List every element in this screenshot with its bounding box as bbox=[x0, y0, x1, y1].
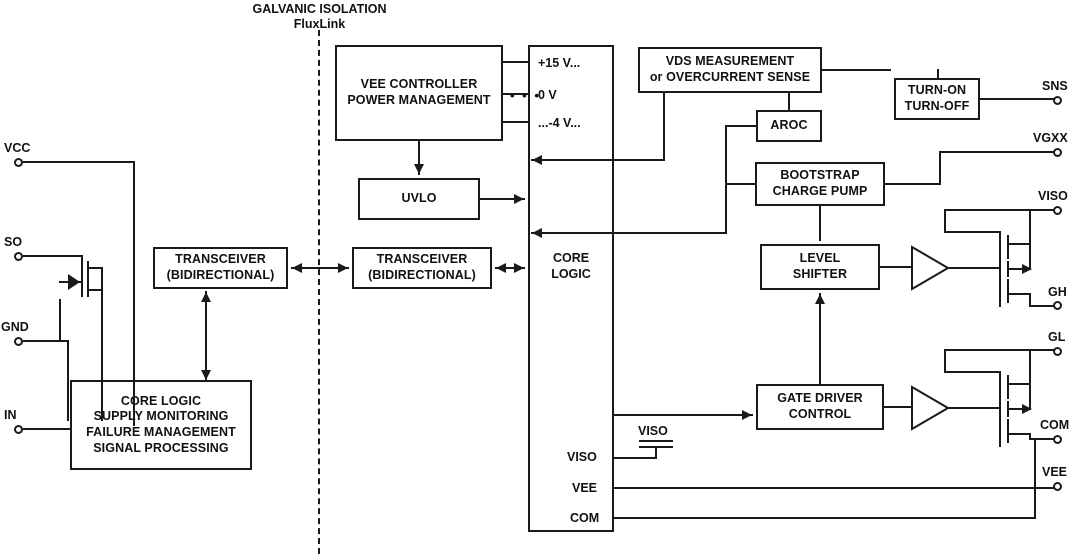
arrow-core-transceiver-down bbox=[201, 292, 211, 302]
arrowheads bbox=[201, 155, 825, 420]
pin-so[interactable] bbox=[14, 252, 23, 261]
rail-label-minus4: ...-4 V... bbox=[538, 116, 581, 130]
arrow-core-in bbox=[514, 263, 524, 273]
transceiver-left-line-2: (BIDIRECTIONAL) bbox=[166, 268, 275, 282]
pin-label-sns: SNS bbox=[1042, 79, 1068, 93]
core-logic-right-line-1: CORE bbox=[552, 251, 590, 265]
pin-gnd[interactable] bbox=[14, 337, 23, 346]
arrow-uvlo-core-in bbox=[514, 194, 524, 204]
capacitor-label-viso: VISO bbox=[638, 424, 668, 438]
ls-top-rail-2 bbox=[945, 350, 1000, 372]
level-shifter-line-1: LEVEL bbox=[799, 251, 841, 266]
pin-label-vgxx: VGXX bbox=[1033, 131, 1068, 145]
hs-drain bbox=[1008, 210, 1053, 244]
arrow-core-transceiver-up bbox=[201, 370, 211, 380]
diagram-title bbox=[232, 2, 407, 16]
pin-label-so: SO bbox=[4, 235, 23, 249]
block-uvlo[interactable] bbox=[358, 178, 480, 220]
arrow-transceiver-left-in bbox=[338, 263, 348, 273]
wire-so bbox=[24, 256, 82, 276]
pin-label-com: COM bbox=[1040, 418, 1070, 432]
pin-gh[interactable] bbox=[1053, 301, 1062, 310]
ls-bulk bbox=[1008, 384, 1030, 409]
pin-label-gnd: GND bbox=[1, 320, 29, 334]
pin-label-gh: GH bbox=[1048, 285, 1067, 299]
transceiver-right-line-1: TRANSCEIVER bbox=[376, 252, 468, 267]
bootstrap-line-1: BOOTSTRAP bbox=[780, 168, 860, 183]
pin-label-viso: VISO bbox=[1038, 189, 1068, 203]
turn-off-label: TURN-OFF bbox=[904, 99, 970, 113]
core-logic-right-line-2: LOGIC bbox=[551, 266, 591, 281]
core-logic-left-line-4: SIGNAL PROCESSING bbox=[93, 440, 229, 455]
gate-driver-line-1: GATE DRIVER bbox=[777, 391, 863, 406]
arrow-transceiver-right-out bbox=[496, 263, 506, 273]
core-logic-left-line-2: SUPPLY MONITORING bbox=[93, 409, 229, 424]
block-turn-on-off[interactable] bbox=[894, 78, 980, 120]
low-side-buffer bbox=[912, 387, 948, 429]
galvanic-isolation-divider bbox=[318, 30, 320, 554]
esd-arrow bbox=[68, 274, 80, 290]
arrow-gate-driver-in bbox=[742, 410, 752, 420]
vds-line-1: VDS MEASUREMENT bbox=[665, 54, 795, 69]
pin-vgxx[interactable] bbox=[1053, 148, 1062, 157]
uvlo-label: UVLO bbox=[401, 191, 437, 206]
ls-bulk-arrow bbox=[1022, 404, 1032, 414]
block-transceiver-right[interactable] bbox=[352, 247, 492, 289]
wire-gnd bbox=[24, 300, 68, 341]
pin-vcc[interactable] bbox=[14, 158, 23, 167]
block-transceiver-left[interactable] bbox=[153, 247, 288, 289]
level-shifter-line-2: SHIFTER bbox=[792, 267, 848, 281]
title-line-2: FluxLink bbox=[293, 17, 346, 31]
block-core-logic-left[interactable] bbox=[70, 380, 252, 470]
core-logic-left-line-3: FAILURE MANAGEMENT bbox=[86, 425, 236, 439]
hs-top-rail-2 bbox=[945, 210, 1000, 232]
rail-ellipsis: • • • bbox=[510, 88, 541, 103]
block-bootstrap-charge-pump[interactable] bbox=[755, 162, 885, 206]
core-pin-label-viso: VISO bbox=[567, 450, 597, 464]
gate-driver-line-2: CONTROL bbox=[788, 407, 852, 421]
transceiver-left-line-1: TRANSCEIVER bbox=[175, 252, 266, 267]
block-gate-driver-control[interactable] bbox=[756, 384, 884, 430]
hs-bulk bbox=[1008, 244, 1030, 269]
ls-drain bbox=[1008, 350, 1053, 384]
block-aroc[interactable] bbox=[756, 110, 822, 142]
arrow-transceiver-left-out bbox=[292, 263, 302, 273]
wire-core-com bbox=[614, 439, 1035, 518]
turn-on-label: TURN-ON bbox=[907, 83, 967, 98]
wire-vds-turnon bbox=[822, 70, 938, 78]
pin-label-vee: VEE bbox=[1042, 465, 1068, 479]
block-vee-controller[interactable] bbox=[335, 45, 503, 141]
title-line-1: GALVANIC ISOLATION bbox=[252, 2, 387, 16]
vee-controller-line-2: POWER MANAGEMENT bbox=[347, 93, 491, 107]
diagram-subtitle bbox=[232, 17, 407, 31]
pin-vee[interactable] bbox=[1053, 482, 1062, 491]
high-side-buffer bbox=[912, 247, 948, 289]
bootstrap-line-2: CHARGE PUMP bbox=[772, 184, 868, 198]
pin-sns[interactable] bbox=[1053, 96, 1062, 105]
pin-viso[interactable] bbox=[1053, 206, 1062, 215]
pin-label-vcc: VCC bbox=[4, 141, 31, 155]
pin-label-in: IN bbox=[4, 408, 17, 422]
esd-drain-1 bbox=[88, 268, 102, 290]
hs-bulk-arrow bbox=[1022, 264, 1032, 274]
block-vds-measurement[interactable] bbox=[638, 47, 822, 93]
pin-label-gl: GL bbox=[1048, 330, 1066, 344]
pin-com[interactable] bbox=[1053, 435, 1062, 444]
ls-source bbox=[1008, 434, 1053, 439]
block-level-shifter[interactable] bbox=[760, 244, 880, 290]
pin-gl[interactable] bbox=[1053, 347, 1062, 356]
vds-line-2: or OVERCURRENT SENSE bbox=[649, 70, 811, 84]
wire-bootstrap-vgxx bbox=[885, 152, 1053, 184]
core-pin-label-vee: VEE bbox=[572, 481, 598, 495]
arrow-level-shifter-in bbox=[815, 294, 825, 304]
vee-controller-line-1: VEE CONTROLLER bbox=[360, 77, 478, 92]
core-logic-left-line-1: CORE LOGIC bbox=[120, 393, 202, 408]
hs-source bbox=[1008, 294, 1053, 306]
rail-label-0v: 0 V bbox=[538, 88, 557, 102]
core-pin-label-com: COM bbox=[570, 511, 600, 525]
pin-in[interactable] bbox=[14, 425, 23, 434]
rail-label-plus15: +15 V... bbox=[538, 56, 581, 70]
arrow-uvlo-in bbox=[414, 164, 424, 174]
aroc-label: AROC bbox=[770, 118, 808, 133]
transceiver-right-line-2: (BIDIRECTIONAL) bbox=[368, 268, 476, 282]
core-logic-right-label bbox=[528, 251, 614, 282]
